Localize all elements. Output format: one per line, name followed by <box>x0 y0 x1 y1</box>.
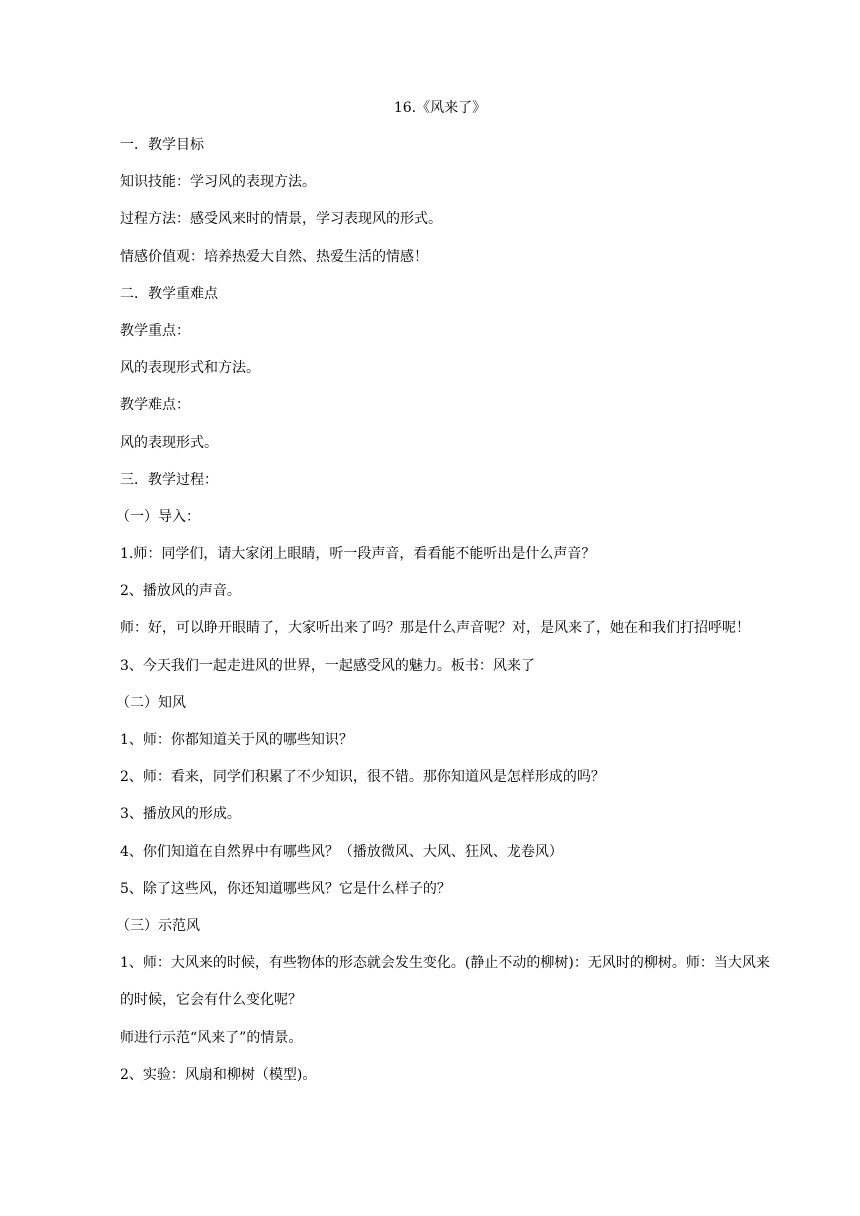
section-heading-process: 三．教学过程： <box>120 471 218 488</box>
document-body <box>116 135 780 1102</box>
paragraph-intro-step-3: 3、今天我们一起走进风的世界，一起感受风的魅力。板书：风来了 <box>120 657 535 674</box>
subsection-heading-intro: （一）导入： <box>116 508 200 525</box>
paragraph-difficulty-label: 教学难点： <box>120 397 190 414</box>
paragraph-demo-step-2: 2、实验：风扇和柳树（模型)。 <box>120 1066 317 1083</box>
paragraph-difficulty-text: 风的表现形式。 <box>120 434 218 451</box>
paragraph-demo-step-1: 1、师：大风来的时候，有些物体的形态就会发生变化。(静止不动的柳树)：无风时的柳树。师：当大风来的时候，它会有什么变化呢？ <box>120 954 770 1008</box>
paragraph-intro-teacher: 师：好，可以睁开眼睛了，大家听出来了吗？那是什么声音呢？对，是风来了，她在和我们打招呼呢！ <box>120 619 750 636</box>
section-heading-key-points: 二．教学重难点 <box>120 285 218 302</box>
subsection-heading-demonstration: （三）示范风 <box>116 917 200 934</box>
paragraph-intro-step-1: 1.师：同学们，请大家闭上眼睛，听一段声音，看看能不能听出是什么声音？ <box>120 546 596 563</box>
subsection-heading-know-wind: （二）知风 <box>116 694 186 711</box>
section-heading-objectives: 一．教学目标 <box>120 137 204 153</box>
document-title: 16.《风来了》 <box>393 100 487 116</box>
paragraph-key-point-text: 风的表现形式和方法。 <box>120 360 260 377</box>
paragraph-process-methods: 过程方法：感受风来时的情景，学习表现风的形式。 <box>120 211 442 228</box>
paragraph-emotional-values: 情感价值观：培养热爱大自然、热爱生活的情感！ <box>120 248 428 265</box>
paragraph-intro-step-2: 2、播放风的声音。 <box>120 583 241 600</box>
paragraph-know-step-2: 2、师：看来，同学们积累了不少知识，很不错。那你知道风是怎样形成的吗？ <box>120 769 605 786</box>
paragraph-key-point-label: 教学重点： <box>120 322 190 339</box>
paragraph-know-step-4: 4、你们知道在自然界中有哪些风？（播放微风、大风、狂风、龙卷风） <box>120 843 563 860</box>
paragraph-demo-teacher: 师进行示范“风来了”的情景。 <box>120 1029 303 1046</box>
paragraph-knowledge-skills: 知识技能：学习风的表现方法。 <box>120 174 316 191</box>
paragraph-know-step-3: 3、播放风的形成。 <box>120 806 241 823</box>
paragraph-know-step-1: 1、师：你都知道关于风的哪些知识？ <box>120 732 353 749</box>
paragraph-know-step-5: 5、除了这些风，你还知道哪些风？它是什么样子的？ <box>120 880 451 897</box>
